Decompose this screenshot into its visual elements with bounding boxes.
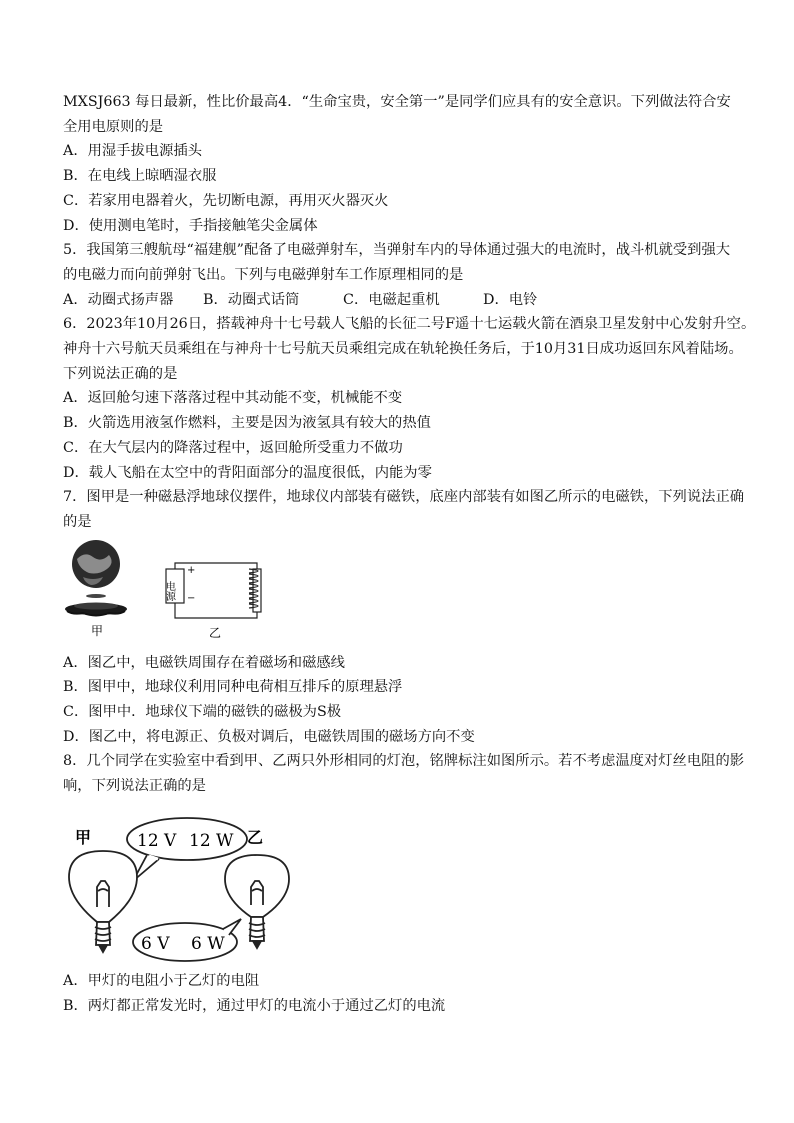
q8-figure <box>63 807 743 967</box>
q8-stem-line2: 响，下列说法正确的是 <box>63 778 206 795</box>
q4-stem-line2: 全用电原则的是 <box>63 118 164 135</box>
q6-option-a: A．返回舱匀速下落落过程中其动能不变，机械能不变 <box>63 390 403 407</box>
fig7-label-jia: 甲 <box>91 623 104 638</box>
q6-option-d: D．载人飞船在太空中的背阳面部分的温度很低，内能为零 <box>63 464 432 481</box>
q5-option-a: A．动圈式扬声器 <box>63 291 174 308</box>
exam-page <box>63 90 756 1018</box>
bubble-bottom-voltage: 6 V <box>141 933 170 954</box>
question-6 <box>63 312 756 485</box>
q5-stem-line2: 的电磁力而向前弹射飞出。下列与电磁弹射车工作原理相同的是 <box>63 266 464 283</box>
question-4 <box>63 90 743 238</box>
wire-bottom <box>175 603 257 618</box>
bubble-top-power: 12 W <box>189 830 234 851</box>
q4-option-c: C．若家用电器着火，先切断电源，再用灭火器灭火 <box>63 192 389 209</box>
q6-stem-line1: 6．2023年10月26日，搭载神舟十七号载人飞船的长征二号F遥十七运载火箭在酒泉卫星发射中心发射升空。 <box>63 316 756 333</box>
q7-option-a: A．图乙中，电磁铁周围存在着磁场和磁感线 <box>63 654 345 671</box>
question-8 <box>63 749 743 1018</box>
minus-sign: − <box>187 592 196 604</box>
power-source-label: 电源 <box>163 580 175 601</box>
q8-figure-svg <box>63 807 293 967</box>
q7-option-b: B．图甲中，地球仪利用同种电荷相互排斥的原理悬浮 <box>63 679 403 696</box>
q8-stem-line1: 8．几个同学在实验室中看到甲、乙两只外形相同的灯泡，铭牌标注如图所示。若不考虑温度对灯丝电阻的影 <box>63 753 745 770</box>
bulb-yi <box>225 855 289 948</box>
bubble-bottom-power: 6 W <box>191 933 225 954</box>
fig7-label-yi: 乙 <box>209 625 222 640</box>
q6-option-c: C．在大气层内的降落过程中，返回舱所受重力不做功 <box>63 439 403 456</box>
electromagnet-circuit <box>163 563 261 618</box>
q5-options-row <box>63 288 743 313</box>
globe-illustration <box>65 540 127 616</box>
q8-option-a: A．甲灯的电阻小于乙灯的电阻 <box>63 972 260 989</box>
q5-option-b: B．动圈式话筒 <box>203 291 300 308</box>
bulb-label-yi: 乙 <box>247 827 264 847</box>
q5-option-d: D．电铃 <box>483 291 538 308</box>
bubble-top-voltage: 12 V <box>137 830 177 851</box>
q6-stem-line2: 神舟十六号航天员乘组在与神舟十七号航天员乘组完成在轨轮换任务后，于10月31日成功返回东风着陆场。 <box>63 341 743 358</box>
q5-option-c: C．电磁起重机 <box>343 291 440 308</box>
q4-stem-line1: MXSJ663 每日最新，性比价最高4．“生命宝贵，安全第一”是同学们应具有的安全意识。下列做法符合安 <box>63 94 731 110</box>
q7-stem-line1: 7．图甲是一种磁悬浮地球仪摆件，地球仪内部装有磁铁，底座内部装有如图乙所示的电磁铁，下列说法正确 <box>63 489 745 506</box>
q6-option-b: B．火箭选用液氢作燃料，主要是因为液氢具有较大的热值 <box>63 415 431 432</box>
q8-option-b: B．两灯都正常发光时，通过甲灯的电流小于通过乙灯的电流 <box>63 997 446 1014</box>
bulb-jia <box>69 851 137 952</box>
q4-option-a: A．用湿手拔电源插头 <box>63 143 202 160</box>
q6-stem-line3: 下列说法正确的是 <box>63 365 178 382</box>
q4-option-d: D．使用测电笔时，手指接触笔尖金属体 <box>63 217 318 234</box>
q4-option-b: B．在电线上晾晒湿衣服 <box>63 168 217 185</box>
bulb-label-jia: 甲 <box>75 827 92 847</box>
q7-figure-svg <box>63 539 293 647</box>
q7-option-c: C．图甲中．地球仪下端的磁铁的磁极为S极 <box>63 704 342 721</box>
plus-sign: + <box>187 564 196 576</box>
q7-stem-line2: 的是 <box>63 513 92 530</box>
q7-option-d: D．图乙中，将电源正、负极对调后，电磁铁周围的磁场方向不变 <box>63 728 475 745</box>
question-5 <box>63 238 743 312</box>
question-7 <box>63 485 743 749</box>
q5-stem-line1: 5．我国第三艘航母“福建舰”配备了电磁弹射车，当弹射车内的导体通过强大的电流时，战斗机就受到强大 <box>63 242 731 259</box>
q7-figure <box>63 539 743 647</box>
